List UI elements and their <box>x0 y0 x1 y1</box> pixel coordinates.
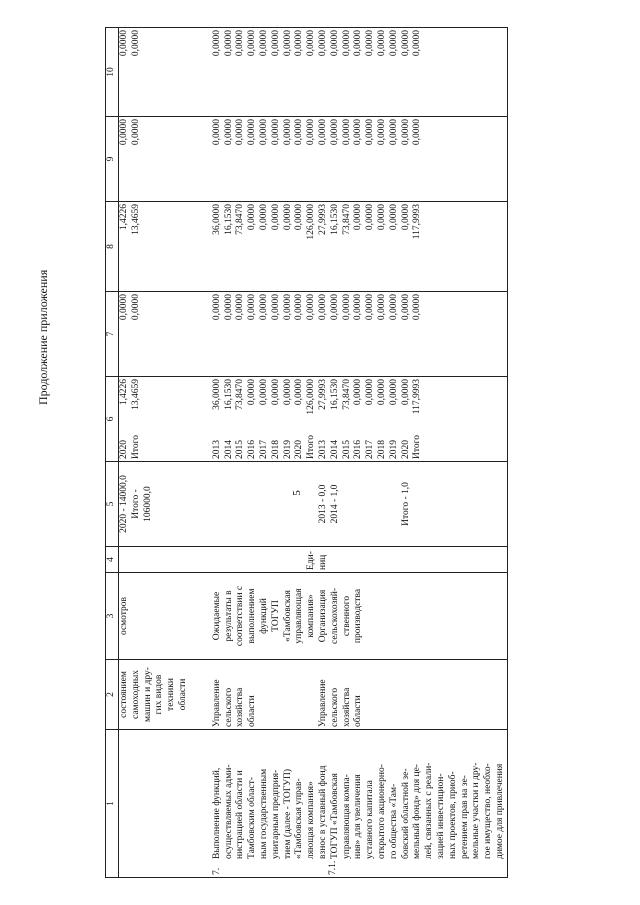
col-header: 10 <box>106 28 119 117</box>
cont-col5: 2020 - 14000,0 Итого - 106000,0 <box>119 462 190 547</box>
row7-col7: 0,0000 0,0000 0,0000 0,0000 0,0000 0,0000 0,0000 0,0000 0,0000 <box>190 292 318 377</box>
col-header: 3 <box>106 573 119 660</box>
cont-col7: 0,0000 0,0000 <box>119 292 190 377</box>
row71-col6: 2013 2014 2015 2016 2017 2018 2019 2020 Итого 27,9993 16,1530 73,8470 0,0000 0,0000 0,0000 0,0000 0,0000 117,9993 <box>318 377 507 462</box>
row7-col10: 0,0000 0,0000 0,0000 0,0000 0,0000 0,0000 0,0000 0,0000 0,0000 <box>190 28 318 117</box>
page-header: Продолжение приложения <box>36 269 50 405</box>
row7-col9: 0,0000 0,0000 0,0000 0,0000 0,0000 0,0000 0,0000 0,0000 0,0000 <box>190 117 318 202</box>
row71-col9: 0,0000 0,0000 0,0000 0,0000 0,0000 0,0000 0,0000 0,0000 0,0000 <box>318 117 507 202</box>
col-header: 7 <box>106 292 119 377</box>
row7-col8: 36,0000 16,1530 73,8470 0,0000 0,0000 0,0000 0,0000 0,0000 126,0000 <box>190 202 318 292</box>
row71-col8: 27,9993 16,1530 73,8470 0,0000 0,0000 0,0000 0,0000 0,0000 117,9993 <box>318 202 507 292</box>
cont-col3: осмотров <box>119 573 190 660</box>
page-number: 5 <box>291 490 303 496</box>
col-header: 8 <box>106 202 119 292</box>
col-header: 5 <box>106 462 119 547</box>
column-numbers-row <box>106 28 119 878</box>
cont-col6: 2020 Итого 1,4226 13,4659 <box>119 377 190 462</box>
cont-col2: состоянием самоходных машин и дру- гих видов техники области <box>119 660 190 730</box>
cont-col8: 1,4226 13,4659 <box>119 202 190 292</box>
row71-col3: Организация сельскохозяй- ственного производства <box>318 573 507 660</box>
col-header: 1 <box>106 730 119 878</box>
col-header: 4 <box>106 547 119 573</box>
row71-col2: Управление сельского хозяйства области <box>318 660 507 730</box>
row71-col7: 0,0000 0,0000 0,0000 0,0000 0,0000 0,0000 0,0000 0,0000 0,0000 <box>318 292 507 377</box>
row71-col10: 0,0000 0,0000 0,0000 0,0000 0,0000 0,0000 0,0000 0,0000 0,0000 <box>318 28 507 117</box>
program-table <box>105 27 508 878</box>
row71-col1: 7.1. взнос в уставный фонд ТОГУП «Тамбовская управляющая компа- ния» для увеличения уставного капитала открытого акционерно- го общества «Там- бовский областной зе- мельный фонд» для це- лей, связанных с реали- зацией инвестицион- ных проектов, приоб- ретением прав на зе- мельные участки и дру- гое имущество, необхо- димое для привлечения <box>318 730 507 878</box>
row-7-1 <box>318 28 507 878</box>
row7-col3: Ожидаемые результаты в соответствии с выполнением функций ТОГУП «Тамбовская управляющая компания» <box>190 573 318 660</box>
col-header: 2 <box>106 660 119 730</box>
col-header: 9 <box>106 117 119 202</box>
continuation-row <box>119 28 190 878</box>
row71-col4: Еди- ниц <box>318 547 507 573</box>
row7-col6: 2013 2014 2015 2016 2017 2018 2019 2020 Итого 36,0000 16,1530 73,8470 0,0000 0,0000 0,0000 0,0000 0,0000 126,0000 <box>190 377 318 462</box>
cont-col9: 0,0000 0,0000 <box>119 117 190 202</box>
cont-col10: 0,0000 0,0000 <box>119 28 190 117</box>
col-header: 6 <box>106 377 119 462</box>
row7-col1: 7. Выполнение функций, осуществляемых адми- нистрацией области и Тамбовским област- ным государственным унитарным предприя- тием (далее - ТОГУП) «Тамбовская управ- ляющая компания» <box>190 730 318 878</box>
row7-col2: Управление сельского хозяйства области <box>190 660 318 730</box>
row-7 <box>190 28 318 878</box>
rotated-table <box>105 28 627 878</box>
row71-col5: 2013 - 0,0 2014 - 1,0 Итого - 1,0 <box>318 462 507 547</box>
